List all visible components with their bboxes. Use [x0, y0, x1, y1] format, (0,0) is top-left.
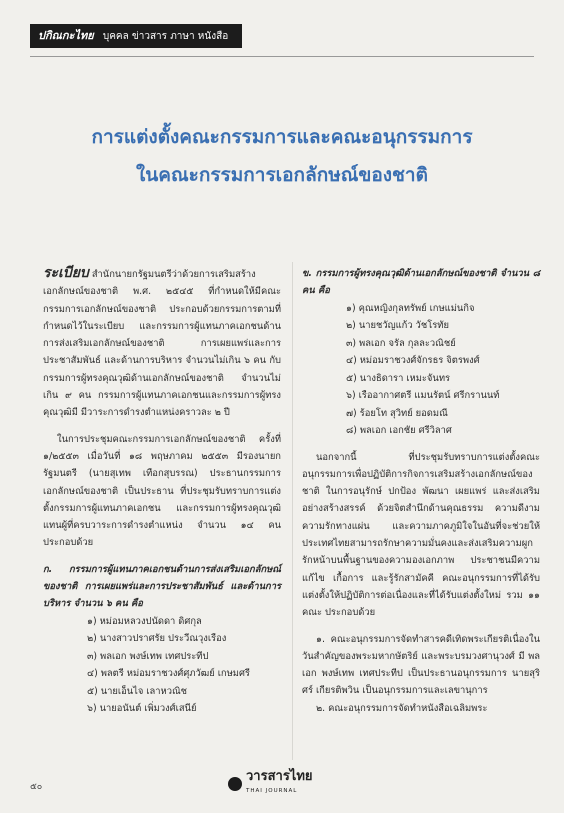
list-item: ๘) พลเอก เอกชัย ศรีวิลาศ [346, 425, 452, 437]
right-column [302, 265, 540, 717]
list-item: ๖) นายอนันต์ เพิ่มวงศ์เสนีย์ [87, 703, 197, 715]
list-item: ๔) หม่อมราชวงศ์จักรธร จิตรพงศ์ [346, 355, 480, 367]
group-b-member-list [302, 300, 540, 440]
article-title-line-1: การแต่งตั้งคณะกรรมการและคณะอนุกรรมการ [91, 126, 473, 148]
list-item: ๑) คุณหญิงกุลทรัพย์ เกษแม่นกิจ [346, 302, 475, 314]
list-item: ๒) นายชวัญแก้ว วัชโรทัย [346, 320, 449, 332]
section-name: ปกิณกะไทย [38, 29, 94, 42]
logo-subtitle: THAI JOURNAL [246, 788, 298, 794]
group-b-heading: ข. กรรมการผู้ทรงคุณวุฒิด้านเอกลักษณ์ของชาติ จำนวน ๘ คน คือ [302, 268, 540, 297]
subcommittee-item-1: ๑. คณะอนุกรรมการจัดทำสารคดีเทิดพระเกียรติเนื่องในวันสำคัญของพระมหากษัตริย์ และพระบรมวงศานุวงศ์ มี พลเอก พงษ์เทพ เทศประทีป เป็นประธานอนุกรรมการ นายสุริศร์ เกียรติพวิน เป็นอนุกรรมการและเลขานุการ [302, 633, 540, 697]
group-a-heading: ก. กรรมการผู้แทนภาคเอกชนด้านการส่งเสริมเอกลักษณ์ของชาติ การเผยแพร่และการประชาสัมพันธ์ และด้านการบริหาร จำนวน ๖ คน คือ [43, 563, 281, 610]
subcommittee-item-2: ๒. คณะอนุกรรมการจัดทำหนังสือเฉลิมพระ [316, 702, 488, 714]
page-number: ๕๐ [30, 782, 43, 792]
logo-title: วารสารไทย [246, 769, 313, 784]
section-tags: บุคคล ข่าวสาร ภาษา หนังสือ [102, 31, 229, 42]
lead-word: ระเบียบ [43, 265, 89, 281]
intro-text: สำนักนายกรัฐมนตรีว่าด้วยการเสริมสร้างเอกลักษณ์ของชาติ พ.ศ. ๒๕๔๕ ที่กำหนดให้มีคณะกรรมการเอกลักษณ์ของชาติ ประกอบด้วยกรรมการตามที่กำหนดไว้ในระเบียบ และกรรมการผู้แทนภาคเอกชนด้านการส่งเสริมเอกลักษณ์ของชาติ การเผยแพร่และการประชาสัมพันธ์ และด้านการบริหาร จำนวนไม่เกิน ๖ คน กับกรรมการผู้ทรงคุณวุฒิด้านเอกลักษณ์ของชาติ จำนวนไม่เกิน ๙ คน กรรมการผู้แทนภาคเอกชนและกรรมการผู้ทรงคุณวุฒิมี มีวาระการดำรงตำแหน่งคราวละ ๒ ปี [43, 269, 281, 419]
journal-logo [228, 770, 313, 798]
group-a-member-list [43, 613, 281, 718]
header-rule [30, 56, 534, 57]
journal-emblem-icon [228, 777, 242, 791]
list-item: ๕) นางธิดารา เหมะจันทร [346, 372, 451, 384]
meeting-paragraph: ในการประชุมคณะกรรมการเอกลักษณ์ของชาติ ครั้งที่ ๑/๒๕๕๓ เมื่อวันที่ ๑๘ พฤษภาคม ๒๕๕๓ มีรองนายกรัฐมนตรี (นายสุเทพ เทือกสุบรรณ) ประธานกรรมการเอกลักษณ์ของชาติ เป็นประธาน ที่ประชุมรับทราบการแต่งตั้งกรรมการผู้แทนภาคเอกชน และกรรมการผู้ทรงคุณวุฒิ แทนผู้ที่ครบวาระการดำรงตำแหน่ง จำนวน ๑๔ คน ประกอบด้วย [43, 433, 281, 549]
list-item: ๓) พลเอก พงษ์เทพ เทศประทีป [87, 650, 209, 662]
list-item: ๕) นายเอ็นไจ เลาหวณิช [87, 685, 188, 697]
list-item: ๒) นางสาวปราศรัย ประวีณวุงเรือง [87, 633, 227, 645]
list-item: ๔) พลตรี หม่อมราชวงศ์ศุภวัฒย์ เกษมศรี [87, 668, 250, 680]
left-column [43, 265, 281, 718]
list-item: ๖) เรืออากาศตรี แมนรัตน์ ศรีกรานนท์ [346, 390, 500, 402]
article-title-line-2: ในคณะกรรมการเอกลักษณ์ของชาติ [136, 164, 428, 186]
subcommittee-paragraph: นอกจากนี้ ที่ประชุมรับทราบการแต่งตั้งคณะอนุกรรมการเพื่อปฏิบัติการกิจการเสริมสร้างเอกลักษณ์ของชาติ ในการอนุรักษ์ ปกป้อง พัฒนา เผยแพร่ และส่งเสริมอย่างสร้างสรรค์ ด้วยจิตสำนึกด้านคุณธรรม ความดีงาม ความรักทางแผ่น และความภาคภูมิใจในอันที่จะช่วยให้ประเทศไทยสามารถรักษาความมั่นคงและส่งเสริมความผูกรักหน้าบนพื้นฐานของความองเอกภาพ ประชาชนมีความแก้ไข เกื้อการ และรู้รักสามัคคี คณะอนุกรรมการที่ได้รับแต่งตั้งให้ปฏิบัติการต่อเนื่องและที่ได้รับแต่งตั้งใหม่ รวม ๑๑ คณะ ประกอบด้วย [302, 451, 540, 619]
column-divider [292, 262, 293, 760]
list-item: ๑) หม่อมหลวงปนัดดา ดิศกุล [87, 615, 202, 627]
section-header-band [30, 24, 242, 48]
intro-paragraph [43, 265, 281, 422]
list-item: ๗) ร้อยโท สุวิทย์ ยอดมณี [346, 407, 448, 419]
list-item: ๓) พลเอก จรัล กุลละวณิชย์ [346, 337, 456, 349]
